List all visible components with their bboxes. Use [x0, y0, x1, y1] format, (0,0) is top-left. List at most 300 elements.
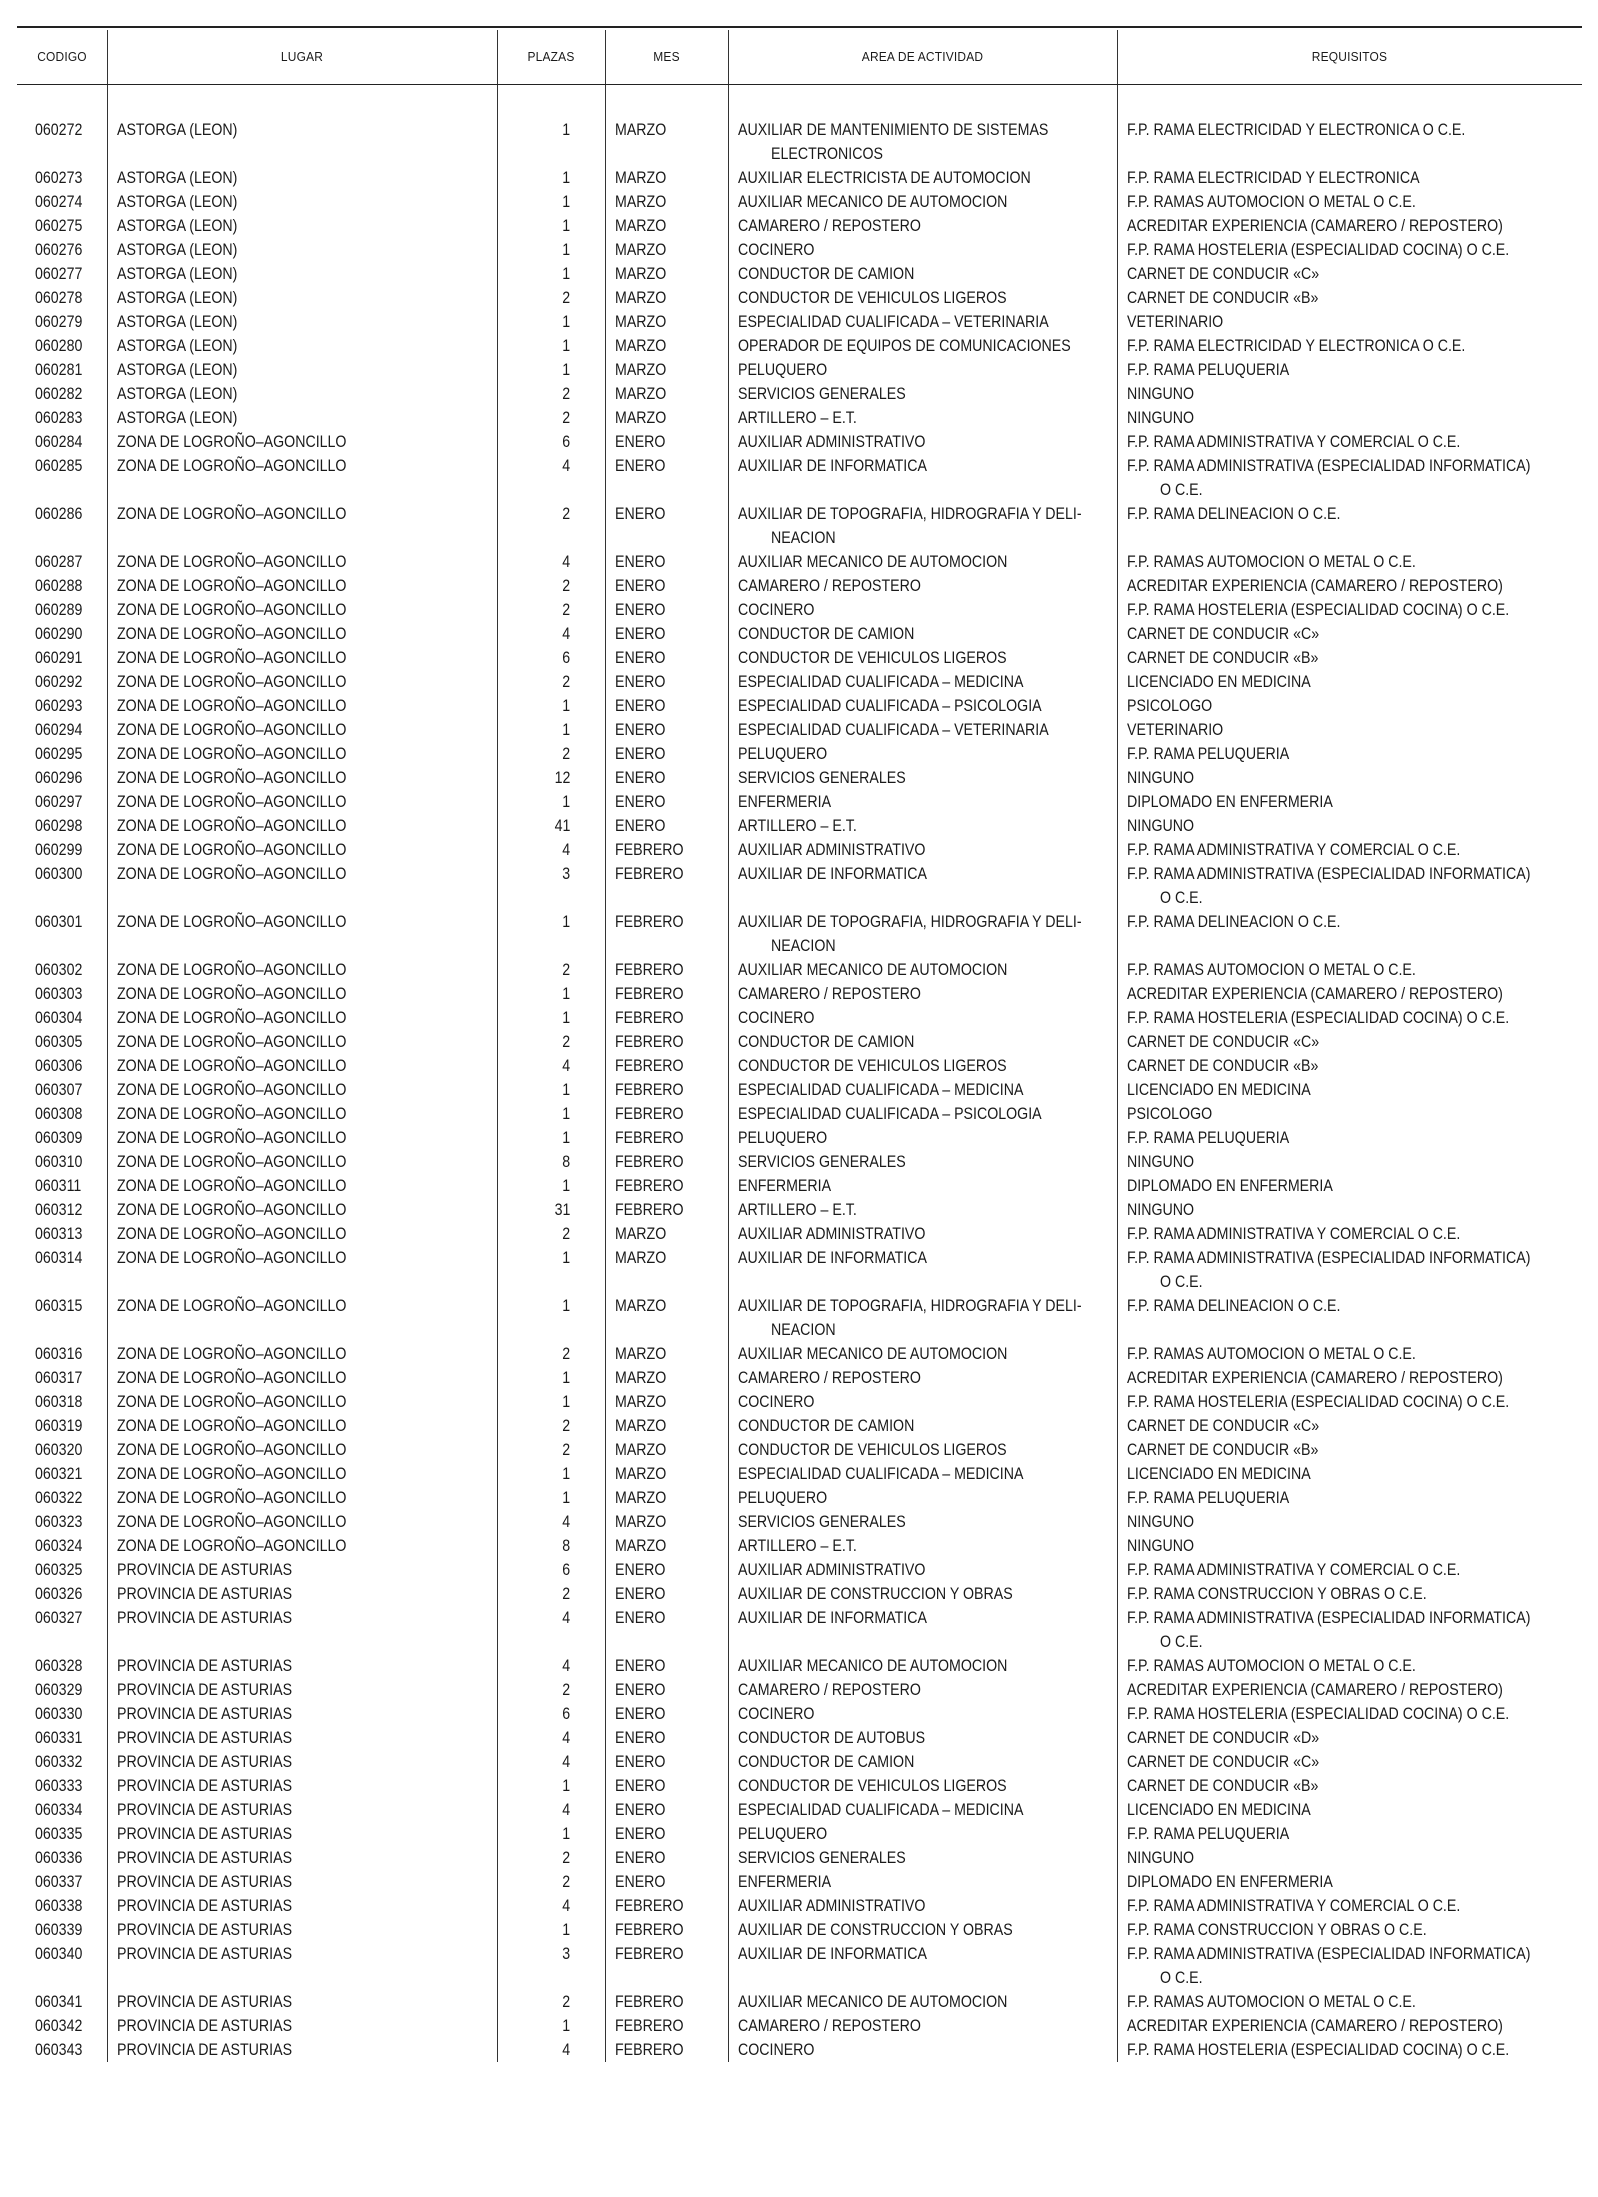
cell-requisitos-text: NINGUNO — [1127, 385, 1195, 403]
cell-requisitos — [1117, 358, 1582, 382]
cell-codigo-text: 060283 — [35, 409, 83, 427]
cell-lugar-text: ASTORGA (LEON) — [117, 409, 238, 427]
cell-area — [728, 358, 1117, 382]
cell-area — [728, 454, 1117, 502]
cell-plazas-text: 1 — [562, 1177, 570, 1195]
header-codigo: CODIGO — [37, 48, 87, 64]
cell-mes — [605, 1390, 728, 1414]
cell-plazas — [497, 1342, 605, 1366]
cell-codigo-text: 060324 — [35, 1537, 83, 1555]
header-plazas: PLAZAS — [527, 48, 575, 64]
cell-area-text: AUXILIAR MECANICO DE AUTOMOCION — [738, 961, 1008, 979]
cell-codigo-text: 060326 — [35, 1585, 83, 1603]
cell-area — [728, 286, 1117, 310]
cell-codigo — [17, 334, 107, 358]
cell-area — [728, 1582, 1117, 1606]
cell-requisitos — [1117, 814, 1582, 838]
cell-lugar-text: ZONA DE LOGROÑO–AGONCILLO — [117, 1129, 347, 1147]
table-row — [17, 718, 1582, 742]
cell-lugar-text: ZONA DE LOGROÑO–AGONCILLO — [117, 865, 347, 883]
cell-lugar — [107, 310, 497, 334]
cell-requisitos-text: ACREDITAR EXPERIENCIA (CAMARERO / REPOSTERO) — [1127, 1369, 1503, 1387]
cell-lugar-text: ASTORGA (LEON) — [117, 241, 238, 259]
cell-codigo-text: 060284 — [35, 433, 83, 451]
cell-requisitos-text: F.P. RAMA PELUQUERIA — [1127, 1489, 1290, 1507]
table-row — [17, 238, 1582, 262]
cell-requisitos — [1117, 1438, 1582, 1462]
cell-lugar-text: PROVINCIA DE ASTURIAS — [117, 1729, 293, 1747]
cell-plazas-text: 8 — [562, 1153, 570, 1171]
cell-requisitos — [1117, 1414, 1582, 1438]
cell-plazas — [497, 862, 605, 910]
cell-area-text: AUXILIAR ADMINISTRATIVO — [738, 1561, 926, 1579]
cell-codigo — [17, 238, 107, 262]
cell-plazas-text: 2 — [562, 505, 570, 523]
cell-plazas — [497, 1750, 605, 1774]
cell-lugar-text: ZONA DE LOGROÑO–AGONCILLO — [117, 505, 347, 523]
cell-lugar — [107, 1678, 497, 1702]
cell-mes-text: MARZO — [615, 337, 667, 355]
cell-mes — [605, 310, 728, 334]
cell-codigo-text: 060278 — [35, 289, 83, 307]
cell-area — [728, 238, 1117, 262]
cell-codigo-text: 060294 — [35, 721, 83, 739]
cell-plazas-text: 1 — [562, 1129, 570, 1147]
table-row — [17, 1246, 1582, 1294]
table-row — [17, 1894, 1582, 1918]
cell-codigo — [17, 694, 107, 718]
cell-codigo — [17, 286, 107, 310]
cell-plazas — [497, 1942, 605, 1990]
cell-codigo — [17, 454, 107, 502]
cell-lugar — [107, 1366, 497, 1390]
cell-area — [728, 838, 1117, 862]
cell-codigo — [17, 1342, 107, 1366]
cell-mes — [605, 1102, 728, 1126]
cell-requisitos-continuation: O C.E. — [1160, 1273, 1203, 1291]
cell-lugar — [107, 1342, 497, 1366]
cell-area-text: ARTILLERO – E.T. — [738, 817, 857, 835]
cell-area-text: CAMARERO / REPOSTERO — [738, 577, 921, 595]
cell-plazas-text: 1 — [562, 1249, 570, 1267]
cell-requisitos-text: F.P. RAMA PELUQUERIA — [1127, 1825, 1290, 1843]
cell-codigo — [17, 1558, 107, 1582]
cell-area — [728, 574, 1117, 598]
cell-area — [728, 622, 1117, 646]
cell-requisitos — [1117, 1942, 1582, 1990]
cell-area — [728, 1822, 1117, 1846]
cell-mes-text: MARZO — [615, 241, 667, 259]
cell-lugar — [107, 1654, 497, 1678]
cell-lugar — [107, 1294, 497, 1342]
cell-requisitos — [1117, 766, 1582, 790]
cell-lugar — [107, 862, 497, 910]
table-row — [17, 574, 1582, 598]
cell-codigo-text: 060320 — [35, 1441, 83, 1459]
cell-area-text: ESPECIALIDAD CUALIFICADA – MEDICINA — [738, 673, 1024, 691]
cell-lugar — [107, 814, 497, 838]
cell-area — [728, 1486, 1117, 1510]
table-row — [17, 1990, 1582, 2014]
cell-mes — [605, 646, 728, 670]
cell-codigo — [17, 670, 107, 694]
table-row — [17, 1774, 1582, 1798]
cell-plazas-text: 1 — [562, 193, 570, 211]
cell-requisitos — [1117, 718, 1582, 742]
cell-requisitos — [1117, 1126, 1582, 1150]
cell-mes — [605, 598, 728, 622]
cell-requisitos — [1117, 1702, 1582, 1726]
cell-requisitos-text: NINGUNO — [1127, 1153, 1195, 1171]
cell-requisitos-text: CARNET DE CONDUCIR «B» — [1127, 1777, 1319, 1795]
cell-codigo-text: 060311 — [35, 1177, 82, 1195]
cell-plazas — [497, 1870, 605, 1894]
cell-mes-text: ENERO — [615, 1801, 666, 1819]
cell-mes-text: MARZO — [615, 1513, 667, 1531]
cell-requisitos — [1117, 1822, 1582, 1846]
cell-area-text: AUXILIAR ADMINISTRATIVO — [738, 1225, 926, 1243]
cell-plazas-text: 2 — [562, 601, 570, 619]
cell-requisitos — [1117, 1582, 1582, 1606]
cell-codigo-text: 060307 — [35, 1081, 83, 1099]
cell-plazas-text: 31 — [554, 1201, 570, 1219]
cell-plazas — [497, 358, 605, 382]
header-divider — [605, 30, 606, 84]
cell-lugar-text: PROVINCIA DE ASTURIAS — [117, 1873, 293, 1891]
cell-area-text: ESPECIALIDAD CUALIFICADA – VETERINARIA — [738, 721, 1049, 739]
cell-codigo — [17, 2014, 107, 2038]
cell-lugar-text: ZONA DE LOGROÑO–AGONCILLO — [117, 1369, 347, 1387]
cell-requisitos — [1117, 262, 1582, 286]
cell-area — [728, 766, 1117, 790]
cell-plazas — [497, 2014, 605, 2038]
table-row — [17, 358, 1582, 382]
table-row — [17, 1654, 1582, 1678]
table-row — [17, 550, 1582, 574]
cell-area-text: AUXILIAR MECANICO DE AUTOMOCION — [738, 193, 1008, 211]
cell-requisitos-text: F.P. RAMA ADMINISTRATIVA (ESPECIALIDAD INFORMATICA) — [1127, 1945, 1531, 1963]
cell-plazas-text: 1 — [562, 1393, 570, 1411]
cell-requisitos — [1117, 838, 1582, 862]
cell-codigo — [17, 502, 107, 550]
cell-area — [728, 1102, 1117, 1126]
cell-requisitos-text: F.P. RAMA ADMINISTRATIVA (ESPECIALIDAD INFORMATICA) — [1127, 1609, 1531, 1627]
cell-codigo-text: 060279 — [35, 313, 83, 331]
cell-mes — [605, 166, 728, 190]
cell-lugar-text: ZONA DE LOGROÑO–AGONCILLO — [117, 1105, 347, 1123]
cell-plazas — [497, 1822, 605, 1846]
cell-area — [728, 382, 1117, 406]
cell-mes-text: ENERO — [615, 577, 666, 595]
cell-plazas — [497, 718, 605, 742]
cell-area-text: ESPECIALIDAD CUALIFICADA – MEDICINA — [738, 1465, 1024, 1483]
cell-lugar-text: ZONA DE LOGROÑO–AGONCILLO — [117, 1153, 347, 1171]
cell-area-text: ARTILLERO – E.T. — [738, 1201, 857, 1219]
cell-codigo — [17, 1198, 107, 1222]
cell-plazas-text: 2 — [562, 673, 570, 691]
cell-area — [728, 1678, 1117, 1702]
cell-plazas-text: 4 — [562, 841, 570, 859]
cell-area — [728, 1294, 1117, 1342]
cell-requisitos-continuation: O C.E. — [1160, 1969, 1203, 1987]
cell-plazas-text: 1 — [562, 1777, 570, 1795]
table-row — [17, 742, 1582, 766]
cell-codigo — [17, 1438, 107, 1462]
table-row — [17, 1198, 1582, 1222]
cell-area-text: AUXILIAR DE TOPOGRAFIA, HIDROGRAFIA Y DELI- — [738, 505, 1082, 523]
cell-lugar — [107, 1870, 497, 1894]
cell-area — [728, 2038, 1117, 2062]
cell-area — [728, 1126, 1117, 1150]
cell-codigo-text: 060308 — [35, 1105, 83, 1123]
cell-plazas-text: 2 — [562, 1585, 570, 1603]
cell-requisitos — [1117, 1798, 1582, 1822]
cell-area-text: ARTILLERO – E.T. — [738, 409, 857, 427]
cell-codigo-text: 060321 — [35, 1465, 83, 1483]
cell-plazas — [497, 334, 605, 358]
cell-lugar — [107, 1726, 497, 1750]
cell-mes-text: ENERO — [615, 649, 666, 667]
cell-area-text: AUXILIAR DE CONSTRUCCION Y OBRAS — [738, 1921, 1013, 1939]
cell-requisitos — [1117, 1606, 1582, 1654]
cell-codigo — [17, 1774, 107, 1798]
cell-lugar-text: PROVINCIA DE ASTURIAS — [117, 1585, 293, 1603]
header-divider — [1117, 30, 1118, 84]
cell-mes-text: MARZO — [615, 1489, 667, 1507]
cell-lugar-text: ZONA DE LOGROÑO–AGONCILLO — [117, 1057, 347, 1075]
cell-lugar — [107, 958, 497, 982]
cell-plazas — [497, 742, 605, 766]
table-row — [17, 1366, 1582, 1390]
cell-lugar — [107, 2038, 497, 2062]
cell-lugar — [107, 550, 497, 574]
cell-lugar — [107, 1774, 497, 1798]
cell-area-text: CONDUCTOR DE CAMION — [738, 1753, 915, 1771]
cell-requisitos — [1117, 862, 1582, 910]
cell-codigo-text: 060312 — [35, 1201, 83, 1219]
table-row — [17, 454, 1582, 502]
cell-requisitos-text: F.P. RAMA ADMINISTRATIVA Y COMERCIAL O C.E. — [1127, 841, 1461, 859]
cell-mes-text: FEBRERO — [615, 1129, 684, 1147]
cell-codigo-text: 060310 — [35, 1153, 83, 1171]
cell-mes — [605, 2038, 728, 2062]
cell-mes-text: FEBRERO — [615, 2017, 684, 2035]
cell-codigo — [17, 1870, 107, 1894]
cell-requisitos — [1117, 1654, 1582, 1678]
cell-requisitos — [1117, 1486, 1582, 1510]
cell-requisitos-text: VETERINARIO — [1127, 721, 1224, 739]
cell-codigo — [17, 958, 107, 982]
cell-mes-text: MARZO — [615, 409, 667, 427]
cell-plazas-text: 2 — [562, 409, 570, 427]
cell-plazas-text: 2 — [562, 577, 570, 595]
cell-lugar — [107, 1750, 497, 1774]
cell-mes — [605, 574, 728, 598]
table-row — [17, 838, 1582, 862]
cell-codigo — [17, 910, 107, 958]
cell-lugar — [107, 1846, 497, 1870]
cell-mes-text: MARZO — [615, 1393, 667, 1411]
cell-lugar-text: PROVINCIA DE ASTURIAS — [117, 1993, 293, 2011]
cell-requisitos-text: F.P. RAMA HOSTELERIA (ESPECIALIDAD COCINA) O C.E. — [1127, 1009, 1510, 1027]
cell-area — [728, 1702, 1117, 1726]
cell-mes — [605, 1198, 728, 1222]
cell-requisitos — [1117, 1078, 1582, 1102]
cell-lugar — [107, 670, 497, 694]
cell-requisitos — [1117, 1030, 1582, 1054]
cell-lugar-text: PROVINCIA DE ASTURIAS — [117, 2041, 293, 2059]
cell-mes-text: ENERO — [615, 1849, 666, 1867]
cell-area — [728, 1414, 1117, 1438]
cell-lugar — [107, 1102, 497, 1126]
cell-requisitos-text: CARNET DE CONDUCIR «B» — [1127, 1057, 1319, 1075]
table-row — [17, 2038, 1582, 2062]
cell-plazas — [497, 1366, 605, 1390]
cell-area-text: SERVICIOS GENERALES — [738, 1153, 906, 1171]
cell-requisitos-text: F.P. RAMA ADMINISTRATIVA Y COMERCIAL O C.E. — [1127, 1561, 1461, 1579]
cell-mes-text: ENERO — [615, 505, 666, 523]
cell-codigo-text: 060339 — [35, 1921, 83, 1939]
cell-codigo-text: 060315 — [35, 1297, 83, 1315]
cell-mes-text: ENERO — [615, 1609, 666, 1627]
cell-requisitos-text: VETERINARIO — [1127, 313, 1224, 331]
cell-mes-text: FEBRERO — [615, 1009, 684, 1027]
cell-area — [728, 1990, 1117, 2014]
cell-requisitos-text: F.P. RAMA DELINEACION O C.E. — [1127, 1297, 1341, 1315]
cell-requisitos-text: CARNET DE CONDUCIR «C» — [1127, 1033, 1320, 1051]
cell-area — [728, 694, 1117, 718]
table-row — [17, 1798, 1582, 1822]
cell-requisitos — [1117, 334, 1582, 358]
cell-area — [728, 742, 1117, 766]
cell-codigo — [17, 1678, 107, 1702]
cell-codigo-text: 060338 — [35, 1897, 83, 1915]
cell-area — [728, 958, 1117, 982]
cell-area-text: AUXILIAR DE INFORMATICA — [738, 457, 927, 475]
cell-area-text: ESPECIALIDAD CUALIFICADA – VETERINARIA — [738, 313, 1049, 331]
cell-lugar-text: ZONA DE LOGROÑO–AGONCILLO — [117, 985, 347, 1003]
cell-codigo — [17, 1990, 107, 2014]
cell-plazas-text: 1 — [562, 121, 570, 139]
cell-area — [728, 718, 1117, 742]
cell-requisitos — [1117, 454, 1582, 502]
cell-requisitos-text: F.P. RAMA ADMINISTRATIVA Y COMERCIAL O C.E. — [1127, 433, 1461, 451]
cell-requisitos-text: ACREDITAR EXPERIENCIA (CAMARERO / REPOSTERO) — [1127, 1681, 1503, 1699]
cell-mes — [605, 622, 728, 646]
cell-plazas — [497, 1606, 605, 1654]
cell-lugar — [107, 382, 497, 406]
cell-mes-text: MARZO — [615, 193, 667, 211]
cell-area-text: ESPECIALIDAD CUALIFICADA – MEDICINA — [738, 1801, 1024, 1819]
cell-plazas-text: 4 — [562, 1609, 570, 1627]
cell-plazas-text: 1 — [562, 721, 570, 739]
cell-lugar — [107, 1486, 497, 1510]
cell-area — [728, 430, 1117, 454]
cell-mes — [605, 118, 728, 166]
cell-codigo-text: 060281 — [35, 361, 83, 379]
cell-lugar-text: ZONA DE LOGROÑO–AGONCILLO — [117, 553, 347, 571]
cell-codigo-text: 060300 — [35, 865, 83, 883]
cell-area-text: SERVICIOS GENERALES — [738, 1513, 906, 1531]
cell-area — [728, 334, 1117, 358]
cell-plazas — [497, 766, 605, 790]
cell-requisitos — [1117, 622, 1582, 646]
cell-mes-text: ENERO — [615, 817, 666, 835]
cell-lugar — [107, 262, 497, 286]
cell-requisitos-text: CARNET DE CONDUCIR «C» — [1127, 625, 1320, 643]
cell-mes — [605, 1462, 728, 1486]
table-row — [17, 1750, 1582, 1774]
cell-mes-text: FEBRERO — [615, 1153, 684, 1171]
cell-lugar — [107, 118, 497, 166]
cell-mes — [605, 1294, 728, 1342]
cell-codigo-text: 060277 — [35, 265, 83, 283]
cell-codigo-text: 060292 — [35, 673, 83, 691]
cell-requisitos-text: F.P. RAMA DELINEACION O C.E. — [1127, 505, 1341, 523]
cell-area — [728, 550, 1117, 574]
table-row — [17, 1510, 1582, 1534]
cell-mes — [605, 1534, 728, 1558]
cell-plazas — [497, 574, 605, 598]
cell-area — [728, 646, 1117, 670]
cell-lugar — [107, 694, 497, 718]
cell-requisitos-text: CARNET DE CONDUCIR «B» — [1127, 289, 1319, 307]
cell-plazas-text: 6 — [562, 1705, 570, 1723]
cell-lugar-text: ZONA DE LOGROÑO–AGONCILLO — [117, 649, 347, 667]
cell-area — [728, 214, 1117, 238]
cell-codigo-text: 060272 — [35, 121, 83, 139]
cell-requisitos — [1117, 1918, 1582, 1942]
cell-requisitos — [1117, 2038, 1582, 2062]
table-row — [17, 406, 1582, 430]
cell-mes-text: MARZO — [615, 121, 667, 139]
cell-codigo-text: 060306 — [35, 1057, 83, 1075]
cell-plazas — [497, 1006, 605, 1030]
cell-mes — [605, 790, 728, 814]
cell-area-text: SERVICIOS GENERALES — [738, 769, 906, 787]
cell-mes — [605, 358, 728, 382]
cell-codigo — [17, 166, 107, 190]
cell-mes — [605, 1342, 728, 1366]
cell-lugar-text: ZONA DE LOGROÑO–AGONCILLO — [117, 1417, 347, 1435]
cell-lugar-text: ZONA DE LOGROÑO–AGONCILLO — [117, 1225, 347, 1243]
cell-codigo — [17, 1102, 107, 1126]
cell-area-text: COCINERO — [738, 1009, 815, 1027]
cell-area-text: AUXILIAR DE MANTENIMIENTO DE SISTEMAS — [738, 121, 1049, 139]
cell-codigo — [17, 1822, 107, 1846]
cell-codigo-text: 060289 — [35, 601, 83, 619]
cell-area — [728, 598, 1117, 622]
cell-codigo-text: 060293 — [35, 697, 83, 715]
table-row — [17, 1462, 1582, 1486]
cell-mes-text: FEBRERO — [615, 1081, 684, 1099]
cell-requisitos — [1117, 1246, 1582, 1294]
table-row — [17, 1486, 1582, 1510]
cell-mes-text: FEBRERO — [615, 1201, 684, 1219]
cell-requisitos-text: LICENCIADO EN MEDICINA — [1127, 1081, 1311, 1099]
table-row — [17, 1414, 1582, 1438]
cell-plazas — [497, 1222, 605, 1246]
cell-requisitos-text: F.P. RAMA HOSTELERIA (ESPECIALIDAD COCINA) O C.E. — [1127, 1393, 1510, 1411]
table-row — [17, 1030, 1582, 1054]
cell-area-text: AUXILIAR MECANICO DE AUTOMOCION — [738, 1993, 1008, 2011]
cell-requisitos — [1117, 214, 1582, 238]
cell-area — [728, 1054, 1117, 1078]
table-row — [17, 646, 1582, 670]
cell-mes-text: ENERO — [615, 745, 666, 763]
cell-lugar — [107, 430, 497, 454]
cell-codigo-text: 060331 — [35, 1729, 83, 1747]
